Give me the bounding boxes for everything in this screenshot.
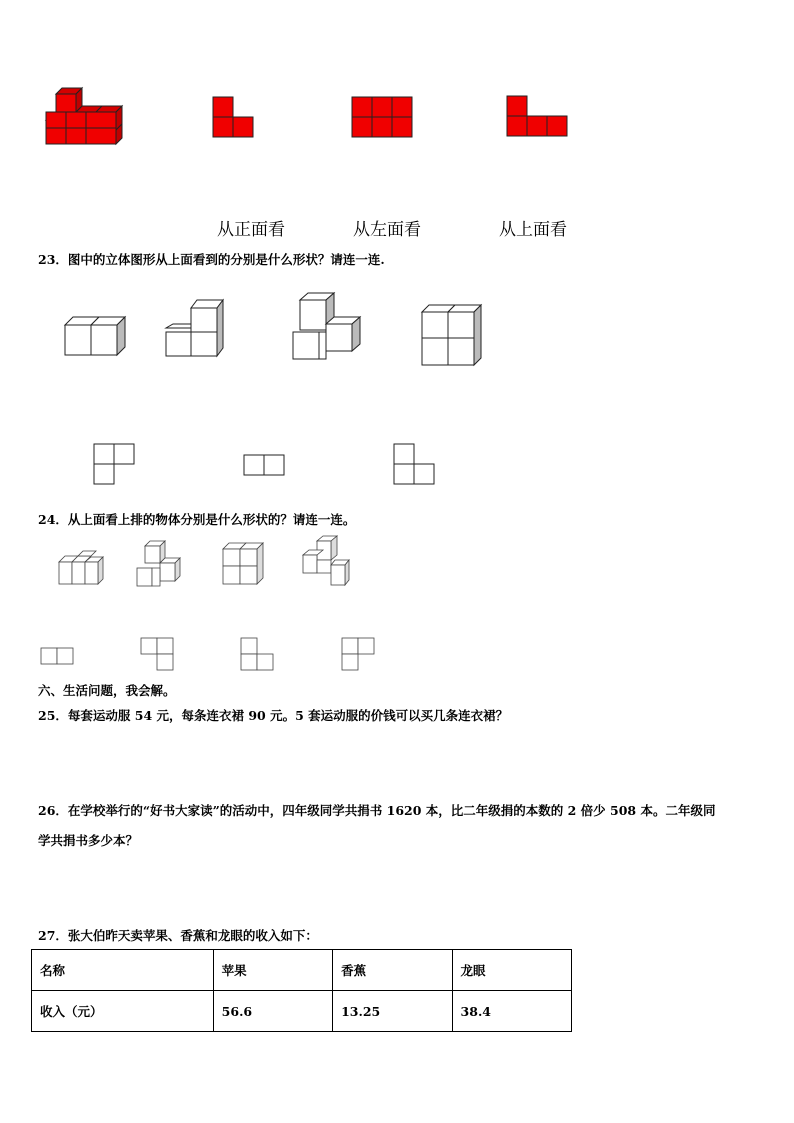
q23-top-view-2 <box>243 454 293 484</box>
table-cell: 收入（元） <box>32 991 214 1032</box>
q23-solid-1 <box>64 312 144 372</box>
table-header-cell: 名称 <box>32 950 214 991</box>
question-26-line-2: 学共捐书多少本？ <box>38 833 139 848</box>
q23-solid-3 <box>292 292 382 372</box>
label-top-view: 从上面看 <box>499 220 567 240</box>
table-cell: 38.4 <box>452 991 571 1032</box>
question-25: 25．每套运动服 54 元，每条连衣裙 90 元。5 套运动服的价钱可以买几条连衣裙？ <box>38 708 509 723</box>
label-left-view: 从左面看 <box>353 220 421 240</box>
q23-solid-4 <box>421 300 501 380</box>
question-27: 27．张大伯昨天卖苹果、香蕉和龙眼的收入如下： <box>38 928 318 943</box>
left-view-shape <box>351 96 421 146</box>
q23-top-view-3 <box>393 443 443 493</box>
table-row <box>32 991 572 1032</box>
q24-solid-1 <box>58 550 108 590</box>
table-row <box>32 950 572 991</box>
table-cell: 13.25 <box>333 991 452 1032</box>
income-table <box>31 949 572 1032</box>
question-24: 24．从上面看上排的物体分别是什么形状的？请连一连。 <box>38 512 356 527</box>
q24-top-view-2 <box>140 637 180 677</box>
q24-solid-3 <box>222 541 272 591</box>
table-cell: 56.6 <box>213 991 332 1032</box>
label-front-view: 从正面看 <box>217 220 285 240</box>
q24-top-view-4 <box>341 637 381 677</box>
front-view-shape <box>212 96 272 156</box>
section-6-heading: 六、生活问题，我会解。 <box>38 683 176 698</box>
question-26-line-1: 26．在学校举行的“好书大家读”的活动中，四年级同学共捐书 1620 本，比二年级捐的本数的 2 倍少 508 本。二年级同 <box>38 803 716 818</box>
q24-top-view-1 <box>40 647 80 669</box>
q23-solid-2 <box>165 298 245 378</box>
table-header-cell: 苹果 <box>213 950 332 991</box>
q24-solid-2 <box>135 540 195 590</box>
question-23: 23．图中的立体图形从上面看到的分别是什么形状？请连一连. <box>38 252 385 267</box>
q24-top-view-3 <box>240 637 280 677</box>
table-header-cell: 香蕉 <box>333 950 452 991</box>
table-header-cell: 龙眼 <box>452 950 571 991</box>
q24-solid-4 <box>301 535 361 595</box>
top-view-shape <box>506 95 576 145</box>
q23-top-view-1 <box>93 443 143 493</box>
